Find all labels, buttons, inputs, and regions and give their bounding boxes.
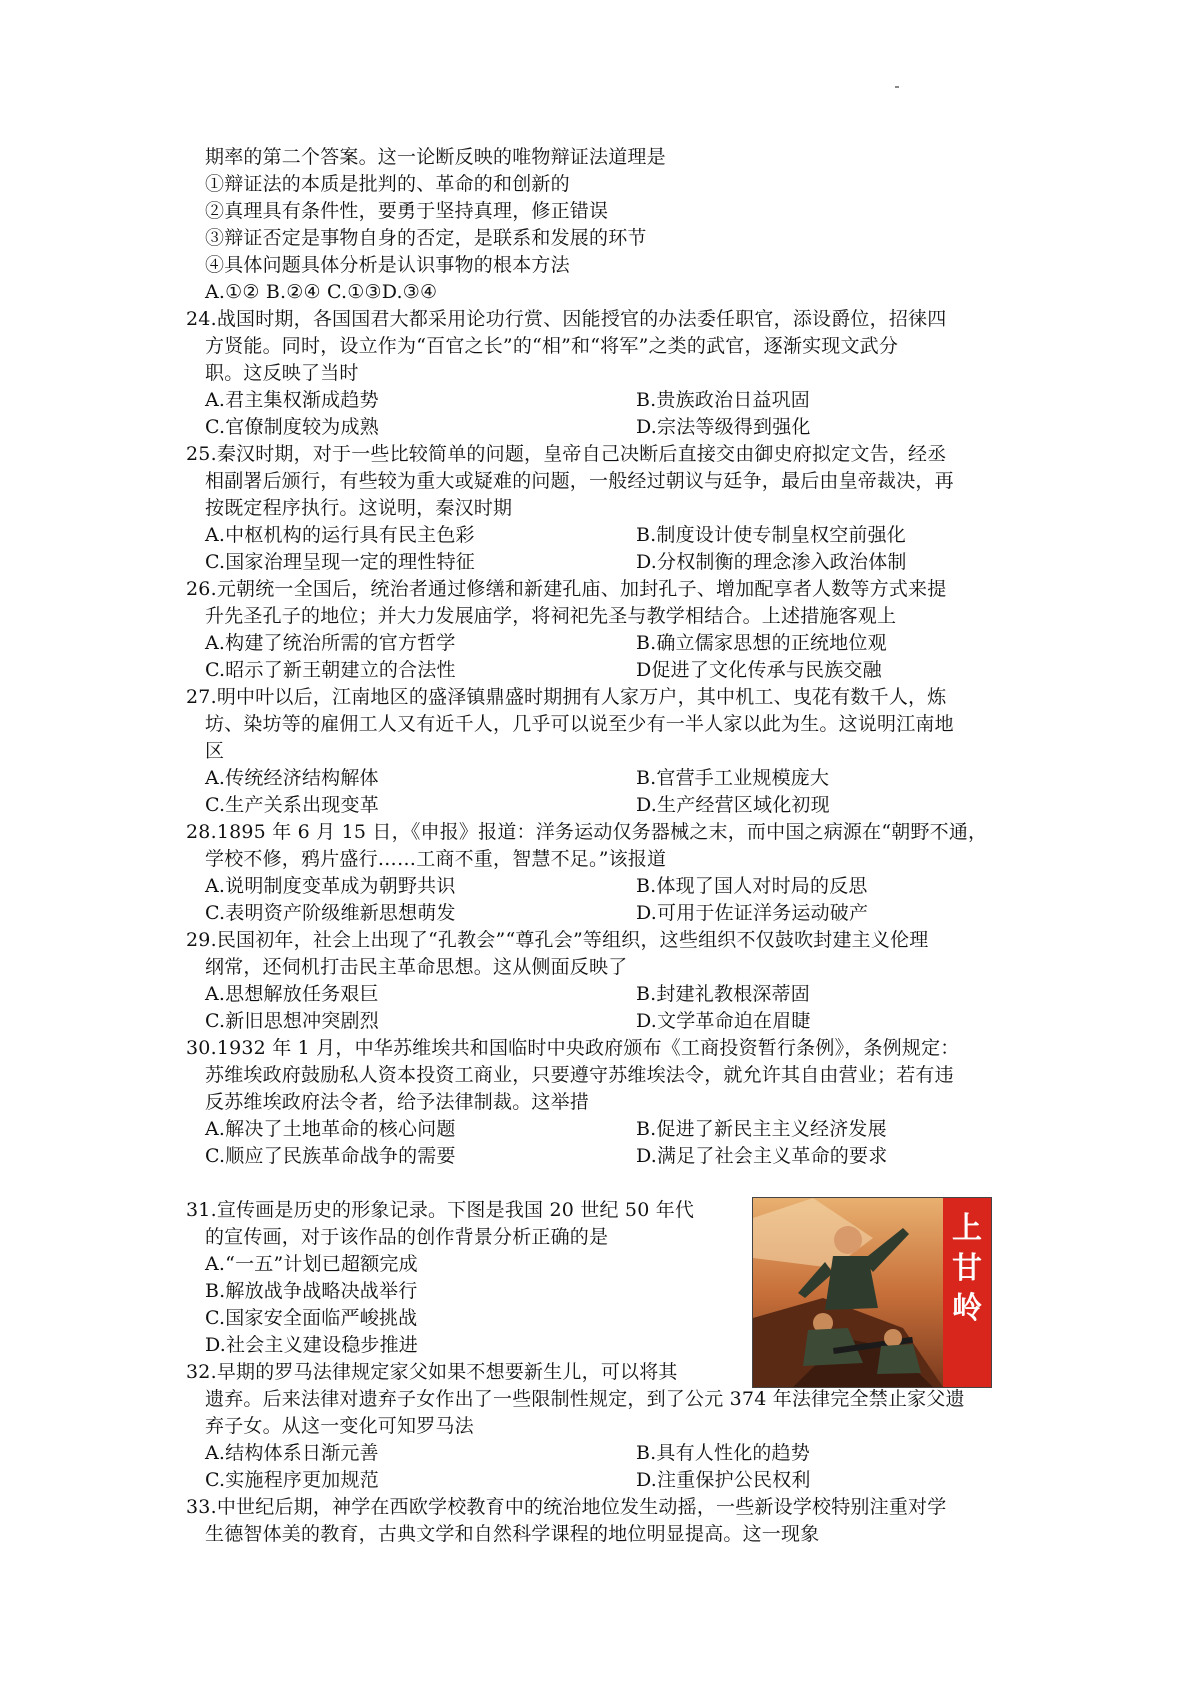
q24-stem-1: 24.战国时期，各国国君大都采用论功行赏、因能授官的办法委任职官，添设爵位，招徕四 [186,308,947,330]
q26-option-c: C.昭示了新王朝建立的合法性 [205,659,456,681]
q26-option-a: A.构建了统治所需的官方哲学 [205,632,456,654]
q30-option-b: B.促进了新民主主义经济发展 [636,1118,887,1140]
q30-option-d: D.满足了社会主义革命的要求 [636,1145,888,1167]
q28-option-d: D.可用于佐证洋务运动破产 [636,902,869,924]
q33-stem-2: 生德智体美的教育，古典文学和自然科学课程的地位明显提高。这一现象 [205,1523,820,1545]
q31-option-d: D.社会主义建设稳步推进 [205,1334,418,1356]
q29-stem-1: 29.民国初年，社会上出现了“孔教会”“尊孔会”等组织，这些组织不仅鼓吹封建主义伦理 [186,929,929,951]
q31-option-c: C.国家安全面临严峻挑战 [205,1307,418,1329]
q28-option-b: B.体现了国人对时局的反思 [636,875,868,897]
q25-option-a: A.中枢机构的运行具有民主色彩 [205,524,475,546]
q27-option-b: B.官营手工业规模庞大 [636,767,830,789]
q28-stem-1: 28.1895 年 6 月 15 日，《申报》报道：洋务运动仅务器械之末，而中国之病源在“朝野不通， [186,821,988,843]
q27-stem-2: 坊、染坊等的雇佣工人又有近千人，几乎可以说至少有一半人家以此为生。这说明江南地 [205,713,954,735]
q29-option-c: C.新旧思想冲突剧烈 [205,1010,379,1032]
q24-option-b: B.贵族政治日益巩固 [636,389,811,411]
q28-stem-2: 学校不修，鸦片盛行……工商不重，智慧不足。”该报道 [205,848,667,870]
q28-option-c: C.表明资产阶级维新思想萌发 [205,902,456,924]
q23-item-3: ③辩证否定是事物自身的否定，是联系和发展的环节 [205,227,647,249]
poster-title-char-2: 甘 [952,1251,982,1286]
q30-option-a: A.解决了土地革命的核心问题 [205,1118,456,1140]
q25-stem-3: 按既定程序执行。这说明，秦汉时期 [205,497,513,519]
q32-option-b: B.具有人性化的趋势 [636,1442,811,1464]
q26-option-b: B.确立儒家思想的正统地位观 [636,632,887,654]
poster-illustration [753,1198,991,1387]
q29-option-b: B.封建礼教根深蒂固 [636,983,811,1005]
q31-stem-2: 的宣传画，对于该作品的创作背景分析正确的是 [205,1226,609,1248]
q25-option-b: B.制度设计使专制皇权空前强化 [636,524,907,546]
q27-stem-1: 27.明中叶以后，江南地区的盛泽镇鼎盛时期拥有人家万户，其中机工、曳花有数千人，炼 [186,686,947,708]
q23-stem: 期率的第二个答案。这一论断反映的唯物辩证法道理是 [205,146,666,168]
q26-option-d: D促进了文化传承与民族交融 [636,659,882,681]
poster-title-char-3: 岭 [952,1291,982,1326]
q33-stem-1: 33.中世纪后期，神学在西欧学校教育中的统治地位发生动摇，一些新设学校特别注重对学 [186,1496,947,1518]
propaganda-poster-image [752,1197,992,1388]
q30-stem-2: 苏维埃政府鼓励私人资本投资工商业，只要遵守苏维埃法令，就允许其自由营业；若有违 [205,1064,954,1086]
q32-option-a: A.结构体系日渐元善 [205,1442,379,1464]
q25-option-c: C.国家治理呈现一定的理性特征 [205,551,475,573]
q26-stem-2: 升先圣孔子的地位；并大力发展庙学，将祠祀先圣与教学相结合。上述措施客观上 [205,605,897,627]
q32-option-c: C.实施程序更加规范 [205,1469,379,1491]
q27-stem-3: 区 [205,740,225,762]
q29-option-d: D.文学革命迫在眉睫 [636,1010,811,1032]
q23-item-4: ④具体问题具体分析是认识事物的根本方法 [205,254,570,276]
q32-stem-1: 32.早期的罗马法律规定家父如果不想要新生儿，可以将其 [186,1361,678,1383]
q25-stem-2: 相副署后颁行，有些较为重大或疑难的问题，一般经过朝议与廷争，最后由皇帝裁决，再 [205,470,954,492]
q30-stem-1: 30.1932 年 1 月，中华苏维埃共和国临时中央政府颁布《工商投资暂行条例》，条例规定： [186,1037,960,1059]
q32-stem-2: 遗弃。后来法律对遗弃子女作出了一些限制性规定，到了公元 374 年法律完全禁止家父遗 [205,1388,965,1410]
q31-option-b: B.解放战争战略决战举行 [205,1280,418,1302]
q30-stem-3: 反苏维埃政府法令者，给予法律制裁。这举措 [205,1091,590,1113]
q28-option-a: A.说明制度变革成为朝野共识 [205,875,456,897]
q27-option-c: C.生产关系出现变革 [205,794,379,816]
poster-title-char-1: 上 [952,1211,982,1246]
q23-item-1: ①辩证法的本质是批判的、革命的和创新的 [205,173,570,195]
q25-option-d: D.分权制衡的理念渗入政治体制 [636,551,907,573]
q25-stem-1: 25.秦汉时期，对于一些比较简单的问题，皇帝自己决断后直接交由御史府拟定文告，经丞 [186,443,947,465]
q24-option-c: C.官僚制度较为成熟 [205,416,379,438]
q32-stem-3: 弃子女。从这一变化可知罗马法 [205,1415,474,1437]
q30-option-c: C.顺应了民族革命战争的需要 [205,1145,456,1167]
q27-option-d: D.生产经营区域化初现 [636,794,830,816]
q23-item-2: ②真理具有条件性，要勇于坚持真理，修正错误 [205,200,609,222]
q26-stem-1: 26.元朝统一全国后，统治者通过修缮和新建孔庙、加封孔子、增加配享者人数等方式来提 [186,578,947,600]
q24-stem-3: 职。这反映了当时 [205,362,359,384]
scan-mark [895,86,899,88]
q29-stem-2: 纲常，还伺机打击民主革命思想。这从侧面反映了 [205,956,628,978]
q31-stem-1: 31.宣传画是历史的形象记录。下图是我国 20 世纪 50 年代 [186,1199,695,1221]
q29-option-a: A.思想解放任务艰巨 [205,983,379,1005]
q31-option-a: A.“一五”计划已超额完成 [205,1253,418,1275]
q27-option-a: A.传统经济结构解体 [205,767,379,789]
q23-options: A.①② B.②④ C.①③D.③④ [205,281,438,303]
q32-option-d: D.注重保护公民权利 [636,1469,811,1491]
q24-stem-2: 方贤能。同时，设立作为“百官之长”的“相”和“将军”之类的武官，逐渐实现文武分 [205,335,899,357]
q24-option-a: A.君主集权渐成趋势 [205,389,379,411]
q24-option-d: D.宗法等级得到强化 [636,416,811,438]
